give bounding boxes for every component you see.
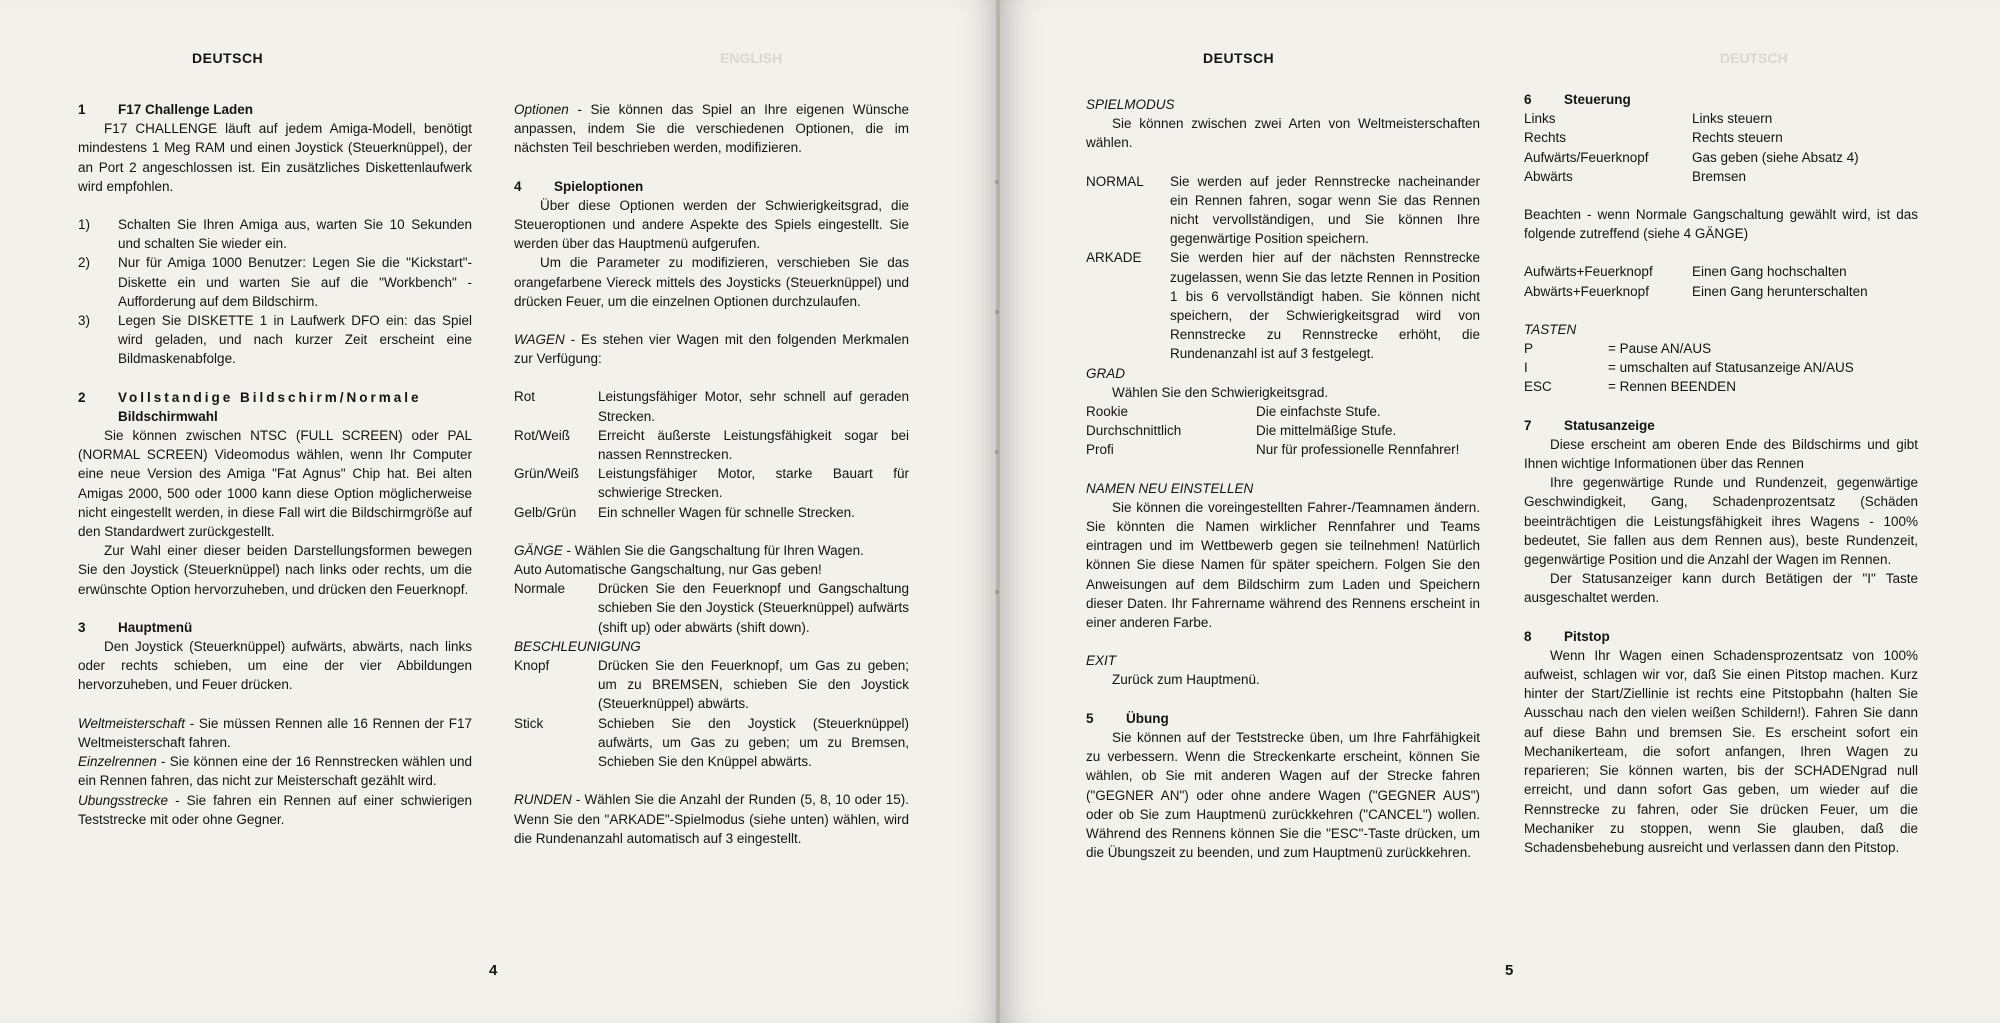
section-3-heading: 3 Hauptmenü [78,619,193,635]
load-step-2: 2) Nur für Amiga 1000 Benutzer: Legen Sie die "Kickstart"- Diskette ein und warten Sie auf die "Workbench" - Aufforderung auf dem Bildschirm. [78,255,472,309]
gaenge-item: GÄNGE - Wählen Sie die Gangschaltung für Ihren Wagen. [514,542,864,558]
left-page-number: 4 [489,962,498,979]
left-bleedthrough-header: ENGLISH [720,50,783,66]
spielmodus-heading: SPIELMODUS [1086,97,1175,112]
tasten-heading: TASTEN [1524,321,1577,337]
binding-mark [995,450,999,454]
section-4-text-1: Über diese Optionen werden der Schwierigkeitsgrad, die Steueroptionen und andere Aspekte des Spiels eingestellt. Sie werden über das Hauptmenü aufgerufen. [514,197,909,252]
section-3-text: Den Joystick (Steuerknüppel) aufwärts, abwärts, nach links oder rechts schieben, um eine der vier Abbildungen hervorzuheben, und Feuer drücken. [78,639,472,693]
binding-mark [995,590,999,594]
level-durchschnittlich: Durchschnittlich Die mittelmäßige Stufe. [1086,423,1397,439]
namen-text: Sie können die voreingestellten Fahrer-/Teamnamen ändern. Sie könnten die Namen wirklicher Rennfahrer und Teams eintragen und im Wettbewerb gegen sie teilnehmen! Natürlich können Sie diese Namen für später speichern. Folgen Sie den Anweisungen auf dem Bildschirm zum Laden und Speichern dieser Daten. Ihr Fahrername während des Rennens erscheint in einer anderen Farbe. [1086,499,1480,631]
gear-auto: Auto Automatische Gangschaltung, nur Gas geben! [514,562,822,578]
key-i: I = umschalten auf Statusanzeige AN/AUS [1524,360,1854,376]
right-page-header: DEUTSCH [1203,50,1275,66]
section-2-heading-cont: Bildschirmwahl [118,408,218,424]
control-aufwaerts: Aufwärts/Feuerknopf Gas geben (siehe Absatz 4) [1524,149,1859,165]
section-7-text-2: Ihre gegenwärtige Runde und Rundenzeit, gegenwärtige Geschwindigkeit, Gang, Schadenprozentsatz (Schäden beeinträchtigen die Leistungsfähigkeit ihres Wagens - 100% bedeutet, Sie fallen aus dem Rennen aus), beste Rundenzeit, gegenwärtige Position und die Anzahl der Wagen im Rennen. [1524,475,1918,568]
section-8-heading: 8 Pitstop [1524,628,1610,644]
car-gelb-gruen: Gelb/Grün Ein schneller Wagen für schnelle Strecken. [514,504,855,520]
section-2-text-1: Sie können zwischen NTSC (FULL SCREEN) oder PAL (NORMAL SCREEN) Videomodus wählen, wenn Ihr Computer eine neue Version des Amiga "Fat Agnus" Chip hat. Bei alten Amigas 2000, 500 oder 1000 kann diese Option möglicherweise nicht eingestellt werden, in diese Fall wirt die Bildschirmgröße auf den Standardwert zurückgestellt. [78,428,472,540]
exit-heading: EXIT [1086,653,1117,669]
car-rot: Rot Leistungsfähiger Motor, sehr schnell auf geraden Strecken. [514,389,909,424]
section-7-text-1: Diese erscheint am oberen Ende des Bildschirms und gibt Ihnen wichtige Informationen über das Rennen [1524,436,1918,472]
mode-arkade: ARKADE Sie werden hier auf der nächsten Rennstrecke zugelassen, wenn Sie das letzte Rennen in Position 1 bis 6 vervollständigt haben. Sie können nicht speichern, der Schwierigkeitsgrad wird von Rennstrecke zu Rennstrecke erhöht, die Rundenanzahl ist auf 3 festgelegt. [1086,250,1480,362]
level-rookie: Rookie Die einfachste Stufe. [1086,404,1381,420]
gear-normale: Normale Drücken Sie den Feuerknopf und Gangschaltung schieben Sie den Joystick (Steuerknüppel) aufwärts (shift up) oder abwärts (shift down). [514,581,909,635]
right-column-1 [1086,95,1480,862]
section-2-text-2: Zur Wahl einer dieser beiden Darstellungsformen bewegen Sie den Joystick (Steuerknüppel) nach links oder rechts, um die erwünschte Option hervorzuheben, und drücken den Feuerknopf. [78,543,472,597]
runden-item: RUNDEN - Wählen Sie die Anzahl der Runden (5, 8, 10 oder 15). Wenn Sie den "ARKADE"-Spielmodus (siehe unten) wählen, wird die Rundenanzahl automatisch auf 3 eingestellt. [514,792,909,846]
section-1-text: F17 CHALLENGE läuft auf jedem Amiga-Modell, benötigt mindestens 1 Meg RAM und einen Joystick (Steuerknüppel), der an Port 2 angeschlossen ist. Ein zusätzliches Diskettenlaufwerk wird empfohlen. [78,121,472,194]
gear-up-combo: Aufwärts+Feuerknopf Einen Gang hochschalten [1524,264,1847,280]
weltmeisterschaft-item: Weltmeisterschaft - Sie müssen Rennen alle 16 Rennen der F17 Weltmeisterschaft fahren. [78,715,472,750]
right-page-number: 5 [1505,962,1514,979]
grad-heading: GRAD [1086,365,1126,381]
binding-mark [995,180,999,184]
key-esc: ESC = Rennen BEENDEN [1524,379,1736,395]
einzelrennen-item: Einzelrennen - Sie können eine der 16 Rennstrecken wählen und ein Rennen fahren, das nicht zur Meisterschaft gezählt wird. [78,754,472,789]
section-4-text-2: Um die Parameter zu modifizieren, verschieben Sie das orangefarbene Viereck mittels des Joysticks (Steuerknüppel) und drücken Feuer, um die einzelnen Optionen durchzulaufen. [514,255,909,309]
car-rot-weiss: Rot/Weiß Erreicht äußerste Leistungsfähigkeit sogar bei nassen Rennstrecken. [514,427,909,463]
beachten-text: Beachten - wenn Normale Gangschaltung gewählt wird, ist das folgende zutreffend (siehe 4 GÄNGE) [1524,207,1918,242]
namen-heading: NAMEN NEU EINSTELLEN [1086,480,1254,496]
section-7-heading: 7 Statusanzeige [1524,417,1655,433]
section-5-heading: 5 Übung [1086,710,1169,726]
spielmodus-text: Sie können zwischen zwei Arten von Weltmeisterschaften wählen. [1086,116,1480,151]
load-step-1: 1) Schalten Sie Ihren Amiga aus, warten Sie 10 Sekunden und schalten Sie wieder ein. [78,217,472,252]
accel-stick: Stick Schieben Sie den Joystick (Steuerknüppel) aufwärts, um Gas zu geben; um zu Bremsen, Schieben Sie den Knüppel abwärts. [514,715,909,770]
left-column-1 [78,100,472,829]
wagen-item: WAGEN - Es stehen vier Wagen mit den folgenden Merkmalen zur Verfügung: [514,332,909,367]
beschleunigung-heading: BESCHLEUNIGUNG [514,638,641,654]
key-p: P = Pause AN/AUS [1524,341,1712,357]
section-8-text: Wenn Ihr Wagen einen Schadensprozentsatz von 100% aufweist, schlagen wir vor, daß Sie einen Pitstop machen. Kurz hinter der Start/Ziellinie ist rechts eine Pitstopbahn (halten Sie Ausschau nach den vielen weißen Schildern!). Fahren Sie dann auf diese Bahn und bremsen Sie. Es erscheint sofort ein Mechanikerteam, die sofort anfangen, Ihren Wagen zu reparieren; Sie können warten, bis der SCHADENgrad null erreicht, und dann sofort Gas geben, um wieder auf die Rennstrecke zu fahren, oder Sie drücken Feuer, um die Mechaniker zu stoppen, wenn Sie glauben, daß die Schadensbehebung ausreicht und verlassen dann den Pitstop. [1524,647,1918,855]
level-profi: Profi Nur für professionelle Rennfahrer! [1086,442,1460,458]
left-column-2 [514,100,909,848]
mode-normal: NORMAL Sie werden auf jeder Rennstrecke nacheinander ein Rennen fahren, sogar wenn Sie das Rennen nicht vervollständigen, und Sie können Ihre gegenwärtige Position speichern. [1086,173,1480,247]
section-6-heading: 6 Steuerung [1524,92,1631,107]
car-gruen-weiss: Grün/Weiß Leistungsfähiger Motor, starke Bauart für schwierige Strecken. [514,466,909,501]
right-column-2 [1524,90,1918,857]
binding-mark [995,310,999,314]
control-rechts: Rechts Rechts steuern [1524,130,1783,146]
left-page-header: DEUTSCH [192,50,264,66]
section-7-text-3: Der Statusanzeiger kann durch Betätigen der "I" Taste ausgeschaltet werden. [1524,571,1918,606]
section-2-heading: 2 Vollstandige Bildschirm/Normale [78,389,422,405]
grad-text: Wählen Sie den Schwierigkeitsgrad. [1112,384,1329,400]
accel-knopf: Knopf Drücken Sie den Feuerknopf, um Gas zu geben; um zu BREMSEN, schieben Sie den Joystick (Steuerknüppel) abwärts. [514,658,909,712]
right-bleedthrough-header: DEUTSCH [1720,50,1788,66]
gear-down-combo: Abwärts+Feuerknopf Einen Gang herunterschalten [1524,283,1868,299]
section-4-heading: 4 Spieloptionen [514,178,644,194]
control-links: Links Links steuern [1524,111,1773,127]
exit-text: Zurück zum Hauptmenü. [1112,672,1260,688]
right-page [1000,0,2000,1023]
load-step-3: 3) Legen Sie DISKETTE 1 in Laufwerk DFO ein: das Spiel wird geladen, und nach kurzer Zeit erscheint eine Bildmaskenabfolge. [78,313,472,367]
optionen-item: Optionen - Sie können das Spiel an Ihre eigenen Wünsche anpassen, indem Sie die verschiedenen Optionen, die im nächsten Teil beschrieben werden, modifizieren. [514,102,909,156]
section-5-text: Sie können auf der Teststrecke üben, um Ihre Fahrfähigkeit zu verbessern. Wenn die Streckenkarte erscheint, können Sie wählen, ob Sie mit anderen Wagen auf der Strecke fahren ("GEGNER AN") oder ohne andere Wagen ("GEGNER AUS") oder ob Sie zum Hauptmenü zurückkehren ("CANCEL") wollen. Während des Rennens können Sie die "ESC"-Taste drücken, um die Übungszeit zu beenden, und zum Hauptmenü zurückkehren. [1086,729,1480,861]
control-abwaerts: Abwärts Bremsen [1524,168,1747,184]
section-1-heading: 1 F17 Challenge Laden [78,102,254,117]
ubungsstrecke-item: Ubungsstrecke - Sie fahren ein Rennen auf einer schwierigen Teststrecke mit oder ohne Gegner. [78,792,472,827]
